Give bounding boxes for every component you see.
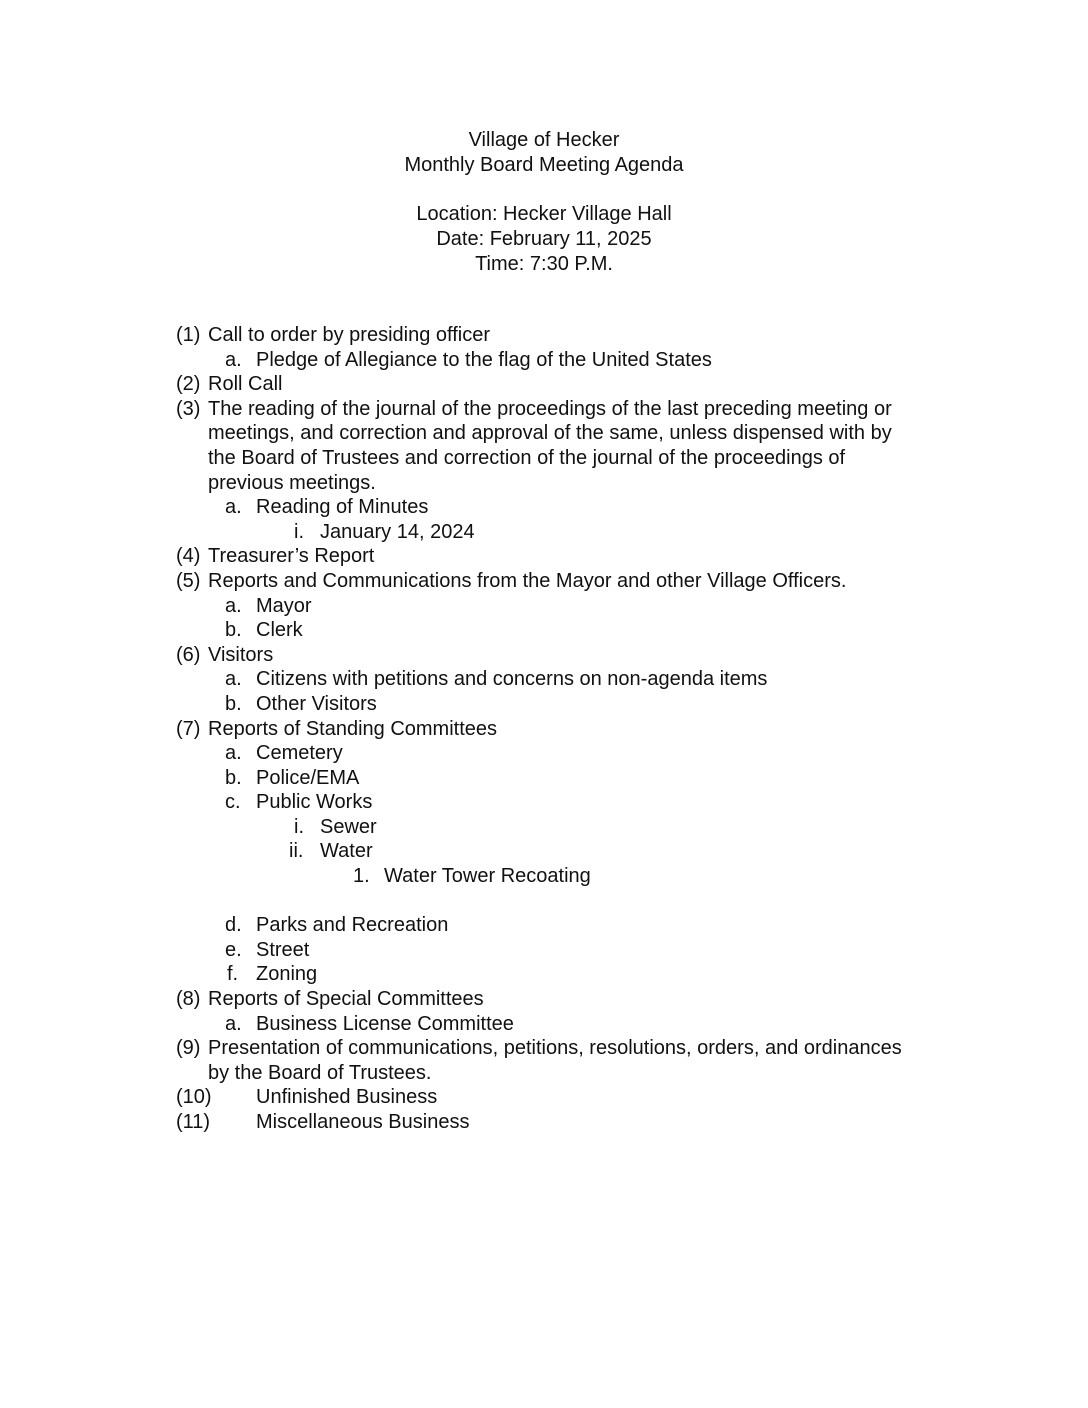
item-text: Roll Call <box>208 373 283 396</box>
agenda-item-7e <box>176 938 976 963</box>
item-letter: c. <box>225 791 241 814</box>
item-number: (11) <box>176 1111 211 1133</box>
item-roman: ii. <box>289 840 304 863</box>
agenda-item-3-continuation <box>176 421 976 446</box>
item-text: Public Works <box>256 791 373 814</box>
item-number: (10) <box>176 1086 212 1109</box>
agenda-item-5 <box>176 569 976 594</box>
item-letter: a. <box>225 742 242 765</box>
item-text-line-3: the Board of Trustees and correction of the journal of the proceedings of <box>208 446 846 469</box>
item-letter: b. <box>225 692 242 715</box>
meeting-date: Date: February 11, 2025 <box>436 228 652 250</box>
item-text-line-2: by the Board of Trustees. <box>208 1061 432 1084</box>
agenda-item-1a <box>176 348 976 373</box>
item-text: Reports of Standing Committees <box>208 717 498 740</box>
document-header <box>0 128 1088 277</box>
agenda-item-3-continuation <box>176 446 976 471</box>
item-text: Visitors <box>208 643 274 666</box>
item-text: January 14, 2024 <box>320 520 475 543</box>
item-number: (4) <box>176 545 201 568</box>
agenda-item-7b <box>176 766 976 791</box>
agenda-item-5a <box>176 594 976 619</box>
item-text: Pledge of Allegiance to the flag of the United States <box>256 348 712 371</box>
item-text: Zoning <box>256 963 318 986</box>
agenda-item-3a-i <box>176 520 976 545</box>
item-text: Reports of Special Committees <box>208 988 484 1011</box>
item-letter: b. <box>225 766 242 789</box>
item-text: Business License Committee <box>256 1012 514 1035</box>
item-number: (6) <box>176 643 201 666</box>
item-roman: i. <box>294 520 304 543</box>
item-text: Police/EMA <box>256 766 360 789</box>
agenda-item-7c-ii-1 <box>176 864 976 889</box>
item-text-line-2: meetings, and correction and approval of the same, unless dispensed with by <box>208 422 892 445</box>
item-text: Cemetery <box>256 742 343 765</box>
agenda-item-7c-i <box>176 815 976 840</box>
item-text: Clerk <box>256 619 303 642</box>
agenda-item-6b <box>176 692 976 717</box>
item-number: (9) <box>176 1037 201 1060</box>
item-letter: a. <box>225 348 242 371</box>
agenda-item-8a <box>176 1012 976 1037</box>
agenda-item-11 <box>176 1110 976 1135</box>
item-letter: a. <box>225 1012 242 1035</box>
item-number: (8) <box>176 988 201 1011</box>
item-text: Water <box>320 840 373 863</box>
item-letter: d. <box>225 914 242 937</box>
item-number: (3) <box>176 397 201 420</box>
agenda-item-3-continuation <box>176 471 976 496</box>
item-text: Treasurer’s Report <box>208 545 375 568</box>
item-text: Reports and Communications from the Mayor and other Village Officers. <box>208 569 847 592</box>
item-text-line-1: The reading of the journal of the proceedings of the last preceding meeting or <box>208 397 892 420</box>
item-letter: a. <box>225 594 242 617</box>
agenda-item-10 <box>176 1085 976 1110</box>
item-text: Sewer <box>320 815 377 838</box>
item-text: Miscellaneous Business <box>256 1111 470 1133</box>
item-text: Reading of Minutes <box>256 496 429 519</box>
item-number: (7) <box>176 717 201 740</box>
agenda-item-8 <box>176 987 976 1012</box>
agenda-item-6 <box>176 643 976 668</box>
item-letter: b. <box>225 619 242 642</box>
item-text: Water Tower Recoating <box>384 865 591 888</box>
item-letter: a. <box>225 668 242 691</box>
agenda-item-3a <box>176 495 976 520</box>
agenda-item-3 <box>176 397 976 422</box>
agenda-item-7c-ii <box>176 839 976 864</box>
agenda-item-7a <box>176 741 976 766</box>
agenda-item-2 <box>176 372 976 397</box>
item-roman: i. <box>294 815 304 838</box>
agenda-item-7 <box>176 717 976 742</box>
agenda-list <box>176 323 976 1135</box>
agenda-item-6a <box>176 667 976 692</box>
document-subtitle: Monthly Board Meeting Agenda <box>404 154 684 176</box>
header-spacer <box>0 178 1088 202</box>
item-letter: a. <box>225 496 242 519</box>
item-text: Citizens with petitions and concerns on non-agenda items <box>256 668 768 691</box>
item-number: 1. <box>353 865 370 888</box>
document-title: Village of Hecker <box>468 129 620 151</box>
item-number: (5) <box>176 569 201 592</box>
agenda-item-1 <box>176 323 976 348</box>
item-text-line-1: Presentation of communications, petitions, resolutions, orders, and ordinances <box>208 1037 902 1060</box>
item-letter: f. <box>227 963 239 986</box>
item-number: (1) <box>176 324 201 346</box>
item-letter: e. <box>225 938 242 961</box>
meeting-location: Location: Hecker Village Hall <box>416 203 672 225</box>
item-text: Call to order by presiding officer <box>208 324 490 346</box>
meeting-time: Time: 7:30 P.M. <box>475 253 613 275</box>
item-text: Unfinished Business <box>256 1086 438 1109</box>
item-text-line-4: previous meetings. <box>208 471 376 494</box>
agenda-item-4 <box>176 544 976 569</box>
item-text: Mayor <box>256 594 312 617</box>
item-number: (2) <box>176 373 201 396</box>
item-text: Parks and Recreation <box>256 914 449 937</box>
blank-line <box>176 889 976 914</box>
agenda-item-7f <box>176 962 976 987</box>
agenda-item-9 <box>176 1036 976 1061</box>
agenda-item-7d <box>176 913 976 938</box>
agenda-item-7c <box>176 790 976 815</box>
agenda-item-5b <box>176 618 976 643</box>
item-text: Other Visitors <box>256 692 377 715</box>
agenda-item-9-continuation <box>176 1061 976 1086</box>
item-text: Street <box>256 938 310 961</box>
